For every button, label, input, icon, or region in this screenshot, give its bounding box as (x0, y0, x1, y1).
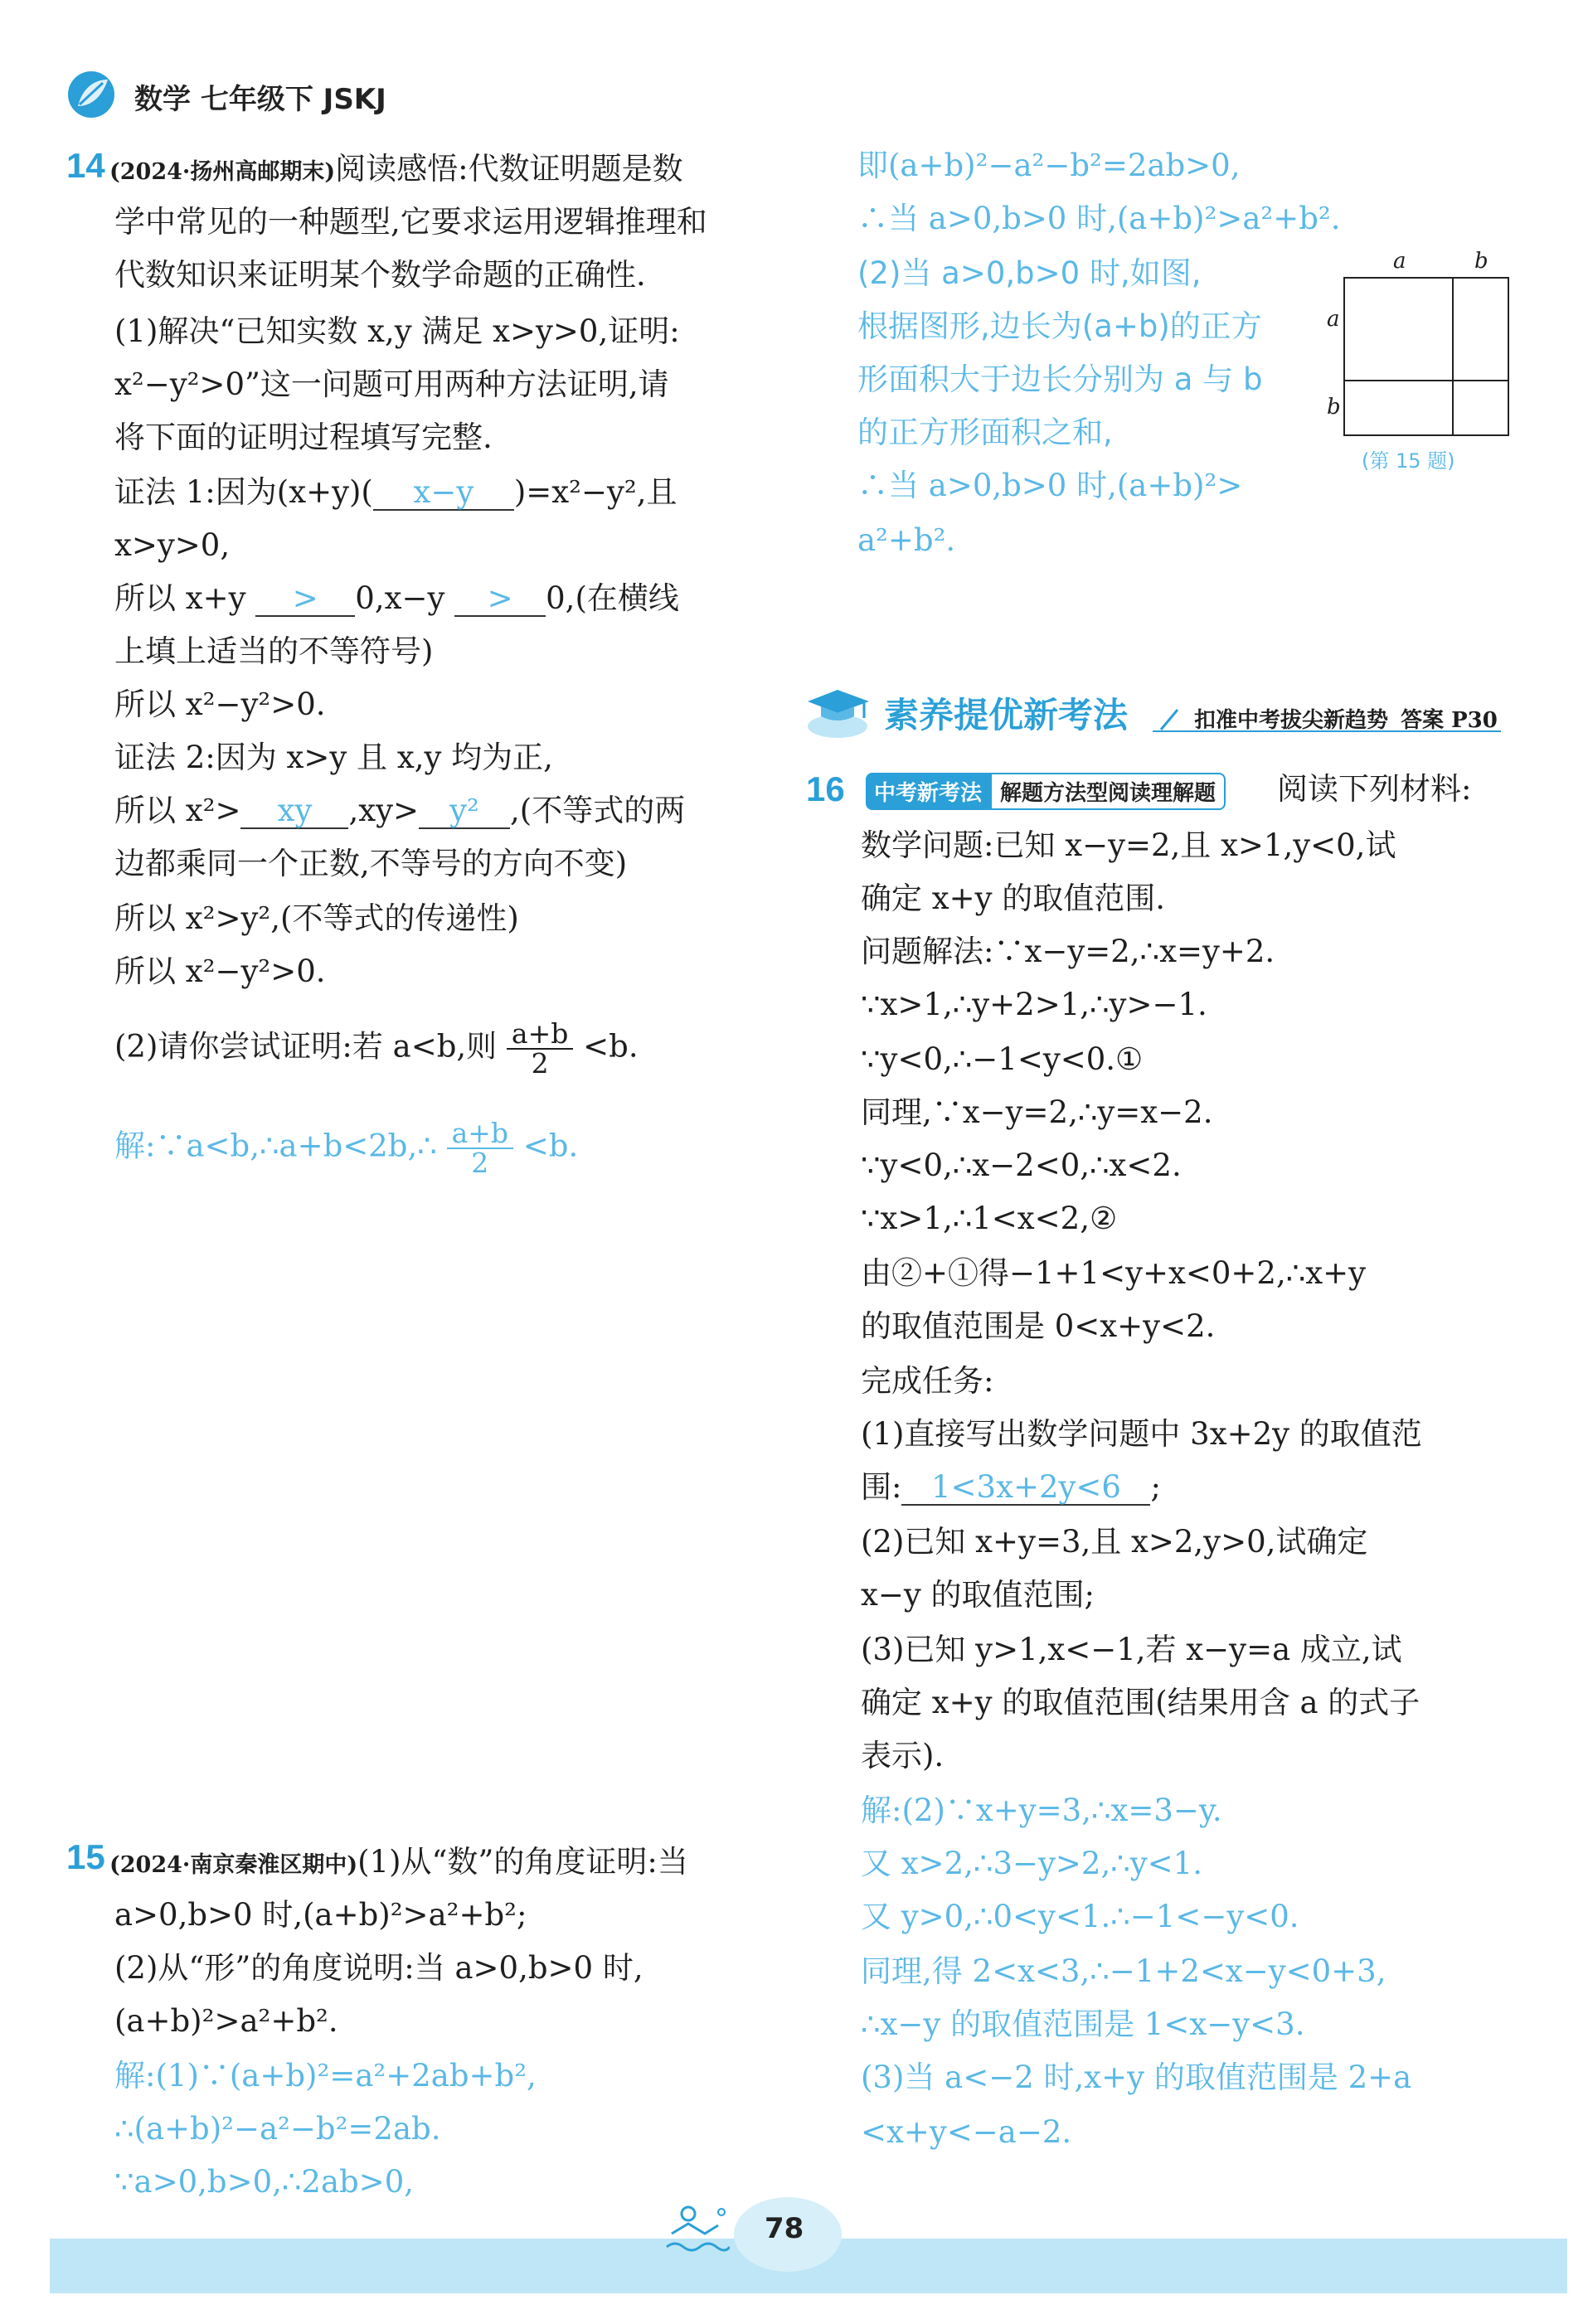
square-diagram (1343, 277, 1509, 436)
q16-line11: 的取值范围是 0<x+y<2. (861, 1308, 1216, 1344)
q14-method2-line5: 所以 x²−y²>0. (114, 953, 326, 989)
fill-blank: x−y (373, 469, 514, 511)
label-a-top: a (1393, 249, 1406, 274)
q15-solution-line1: 解:(1)∵(a+b)²=a²+2ab+b², (114, 2058, 537, 2094)
q14-method2-line1: 证法 2:因为 x>y 且 x,y 均为正, (114, 740, 553, 775)
q15-solution-line8: 形面积大于边长分别为 a 与 b (857, 361, 1263, 397)
q15-solution-line2: ∴(a+b)²−a²−b²=2ab. (114, 2111, 441, 2147)
q16-line14: 围: 1<3x+2y<6 ; (861, 1464, 1161, 1511)
tag-question-type: 解题方法型阅读理解题 (990, 773, 1226, 810)
q15-figure (1327, 249, 1518, 481)
q15-solution-line9: 的正方形面积之和, (857, 415, 1113, 450)
header-title: 数学 七年级下 JSKJ (134, 83, 386, 116)
q16-line1: 阅读下列材料: (1277, 771, 1472, 807)
fill-blank: > (454, 575, 546, 617)
q16-solution-line2: 又 x>2,∴3−y>2,∴y<1. (861, 1846, 1202, 1881)
question-number-16: 16 (806, 769, 845, 808)
figure-caption: (第 15 题) (1362, 449, 1455, 473)
q14-line6: 将下面的证明过程填写完整. (114, 420, 493, 455)
q14-source: (2024·扬州高邮期末) (109, 159, 336, 185)
section-subtitle: 扣准中考拔尖新趋势 答案 P30 (1194, 708, 1498, 733)
q15-line1: (2024·南京秦淮区期中)(1)从“数”的角度证明:当 (109, 1844, 688, 1880)
q16-solution-line4: 同理,得 2<x<3,∴−1+2<x−y<0+3, (861, 1953, 1386, 1989)
q14-method2-line3: 边都乘同一个正数,不等号的方向不变) (114, 846, 628, 881)
q14-method1-line5: 所以 x²−y²>0. (114, 687, 326, 722)
q14-method2-line2: 所以 x²> xy ,xy> y² ,(不等式的两 (114, 788, 685, 834)
q16-tags (866, 773, 1226, 809)
q16-solution-line1: 解:(2)∵x+y=3,∴x=3−y. (861, 1793, 1222, 1828)
fraction: $\frac{a+b}{2}$ (507, 1020, 573, 1078)
q16-line10: 由②+①得−1+1<y+x<0+2,∴x+y (861, 1255, 1367, 1291)
fill-blank: xy (240, 788, 348, 829)
q15-solution-line10: ∴当 a>0,b>0 时,(a+b)²> (857, 468, 1243, 503)
fill-blank: 1<3x+2y<6 (901, 1464, 1150, 1506)
q15-solution-line4: 即(a+b)²−a²−b²=2ab>0, (857, 148, 1241, 183)
section-header (804, 680, 1509, 746)
q15-line2: a>0,b>0 时,(a+b)²>a²+b²; (114, 1897, 527, 1933)
question-number-15: 15 (66, 1837, 105, 1876)
fill-blank: y² (419, 788, 510, 829)
q14-solution: 解:∵a<b,∴a+b<2b,∴ $\frac{a+b}{2}$ <b. (114, 1117, 579, 1179)
leaf-logo-icon (66, 70, 116, 119)
graduation-cap-icon (804, 683, 879, 743)
q16-line12: 完成任务: (861, 1363, 994, 1399)
q16-solution-line6: (3)当 a<−2 时,x+y 的取值范围是 2+a (861, 2060, 1412, 2095)
q16-line18: 确定 x+y 的取值范围(结果用含 a 的式子 (861, 1685, 1420, 1720)
fraction: $\frac{a+b}{2}$ (447, 1119, 513, 1177)
q16-line9: ∵x>1,∴1<x<2,② (861, 1201, 1118, 1236)
q14-line1: (2024·扬州高邮期末)阅读感悟:代数证明题是数 (109, 151, 683, 187)
q15-solution-line7: 根据图形,边长为(a+b)的正方 (857, 308, 1262, 344)
q14-part2: (2)请你尝试证明:若 a<b,则 $\frac{a+b}{2}$ <b. (114, 1017, 639, 1080)
q16-solution-line7: <x+y<−a−2. (861, 2114, 1072, 2150)
q16-line5: ∵x>1,∴y+2>1,∴y>−1. (861, 987, 1207, 1022)
q16-line13: (1)直接写出数学问题中 3x+2y 的取值范 (861, 1416, 1422, 1452)
section-title: 素养提优新考法 (884, 695, 1129, 735)
q16-line19: 表示). (861, 1738, 945, 1773)
q16-line16: x−y 的取值范围; (861, 1577, 1095, 1613)
q14-method2-line4: 所以 x²>y²,(不等式的传递性) (114, 900, 519, 936)
q14-method1-line2: x>y>0, (114, 527, 231, 563)
swimmer-icon (663, 2200, 730, 2259)
fill-blank: > (255, 575, 355, 617)
q14-method1-line1: 证法 1:因为(x+y)( x−y )=x²−y²,且 (114, 469, 677, 516)
q16-line3: 确定 x+y 的取值范围. (861, 881, 1166, 916)
q14-method1-line4: 上填上适当的不等符号) (114, 633, 434, 669)
q16-solution-line3: 又 y>0,∴0<y<1.∴−1<−y<0. (861, 1899, 1299, 1934)
tag-new-method: 中考新考法 (866, 773, 990, 810)
q16-line4: 问题解法:∵x−y=2,∴x=y+2. (861, 934, 1275, 969)
q14-line4: (1)解决“已知实数 x,y 满足 x>y>0,证明: (114, 313, 680, 349)
q14-line2: 学中常见的一种题型,它要求运用逻辑推理和 (114, 204, 707, 240)
q15-solution-line5: ∴当 a>0,b>0 时,(a+b)²>a²+b². (857, 201, 1341, 236)
q16-line7: 同理,∵x−y=2,∴y=x−2. (861, 1094, 1213, 1130)
q15-solution-line6: (2)当 a>0,b>0 时,如图, (857, 255, 1202, 291)
label-b-left: b (1327, 395, 1341, 420)
q16-line2: 数学问题:已知 x−y=2,且 x>1,y<0,试 (861, 827, 1396, 863)
q15-solution-line3: ∵a>0,b>0,∴2ab>0, (114, 2164, 415, 2200)
q16-line15: (2)已知 x+y=3,且 x>2,y>0,试确定 (861, 1524, 1368, 1560)
q16-line8: ∵y<0,∴x−2<0,∴x<2. (861, 1147, 1182, 1183)
q16-line6: ∵y<0,∴−1<y<0.① (861, 1041, 1144, 1077)
q16-line17: (3)已知 y>1,x<−1,若 x−y=a 成立,试 (861, 1632, 1402, 1667)
question-number-14: 14 (66, 146, 105, 185)
header (66, 66, 564, 124)
q14-line5: x²−y²>0”这一问题可用两种方法证明,请 (114, 366, 669, 402)
label-b-top: b (1474, 249, 1488, 274)
label-a-left: a (1327, 307, 1340, 332)
q15-source: (2024·南京秦淮区期中) (109, 1852, 358, 1878)
page-number: 78 (765, 2212, 804, 2245)
q15-solution-line11: a²+b². (857, 522, 956, 558)
q15-line3: (2)从“形”的角度说明:当 a>0,b>0 时, (114, 1950, 643, 1986)
q14-line3: 代数知识来证明某个数学命题的正确性. (114, 257, 646, 293)
q16-solution-line5: ∴x−y 的取值范围是 1<x−y<3. (861, 2006, 1305, 2042)
q14-method1-line3: 所以 x+y > 0,x−y > 0,(在横线 (114, 575, 679, 622)
answer-reference: 答案 P30 (1401, 708, 1498, 733)
q15-line4: (a+b)²>a²+b². (114, 2003, 338, 2039)
